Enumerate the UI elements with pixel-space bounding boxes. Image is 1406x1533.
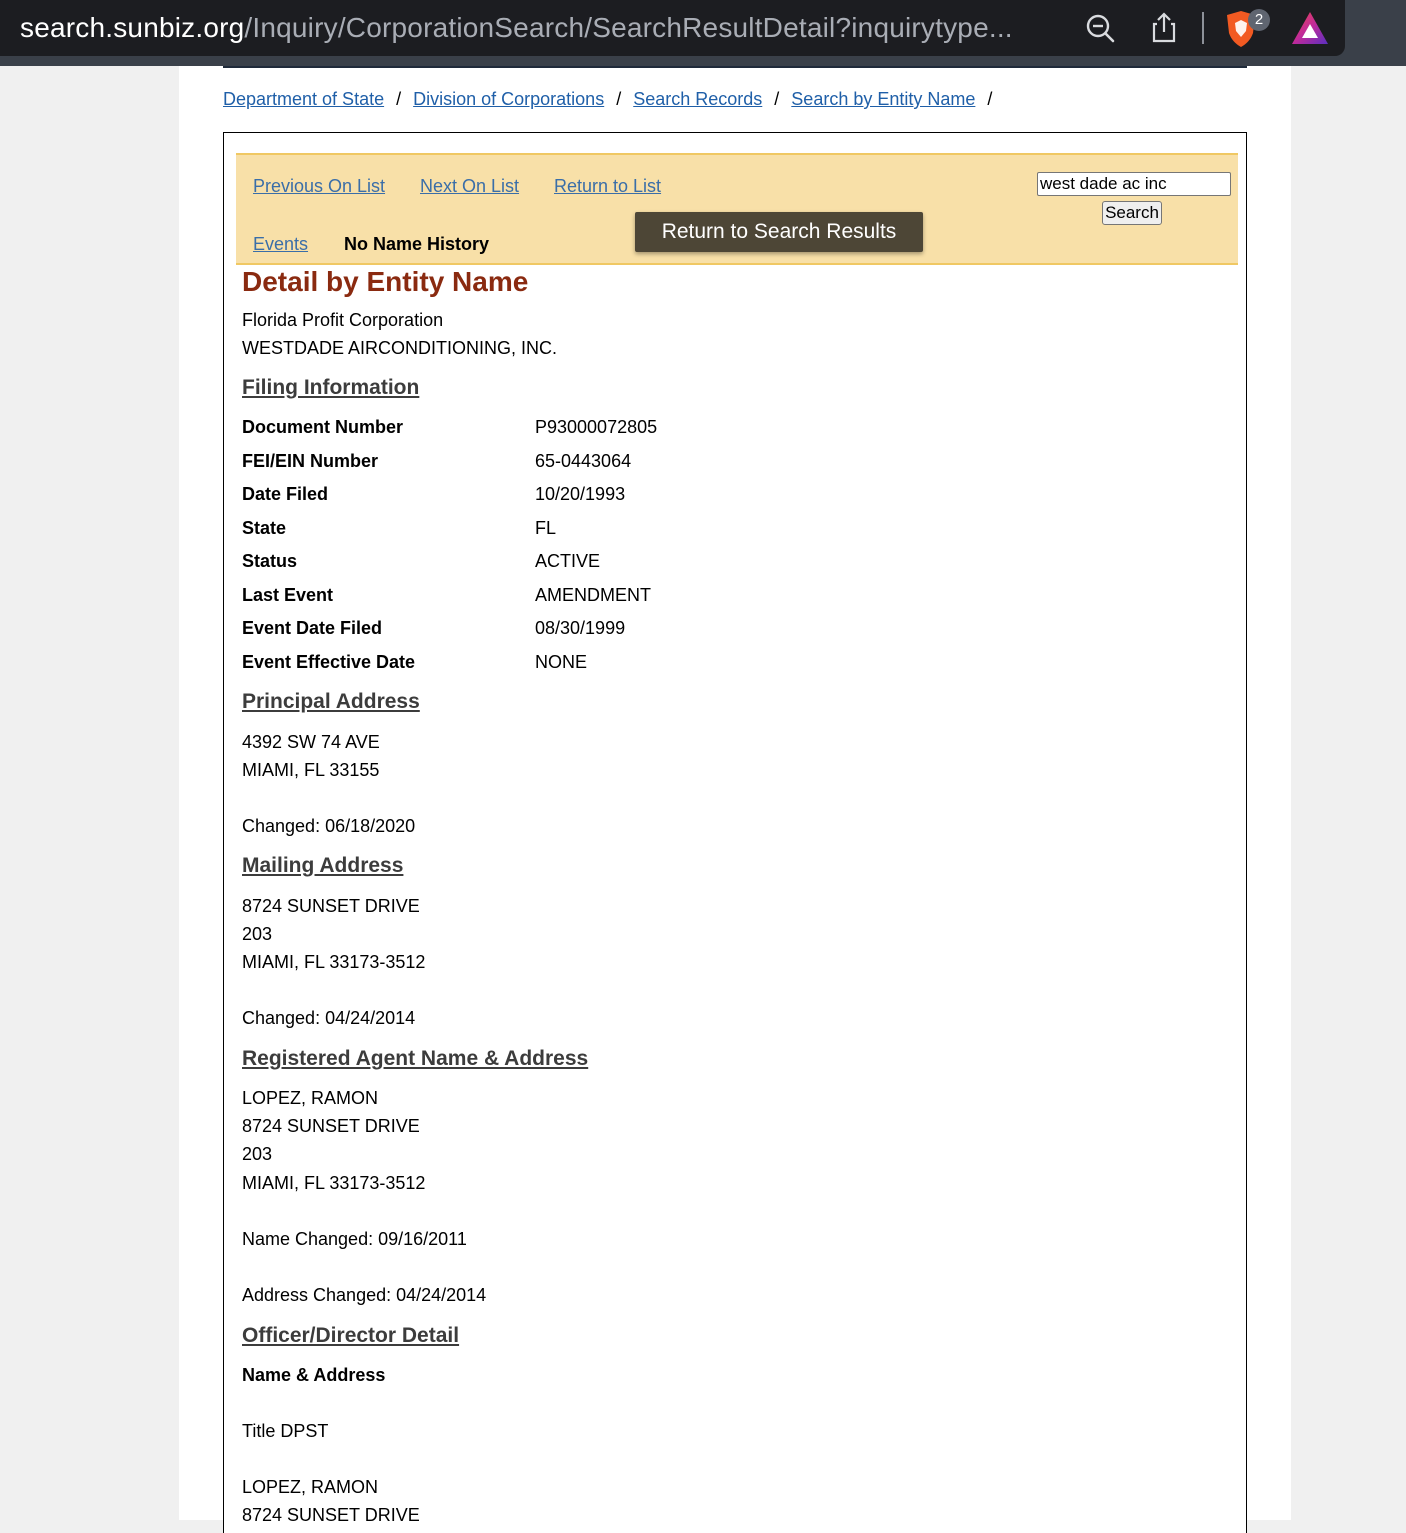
principal-address-line: 4392 SW 74 AVE	[242, 732, 380, 752]
mailing-address-line: 8724 SUNSET DRIVE	[242, 896, 420, 916]
detail-panel	[223, 132, 1247, 1533]
officer-address-line: 8724 SUNSET DRIVE	[242, 1505, 420, 1525]
breadcrumb-separator: /	[616, 89, 622, 109]
event-date-filed-label: Event Date Filed	[242, 618, 383, 638]
page-title: Detail by Entity Name	[242, 266, 529, 297]
page-container	[179, 66, 1291, 1525]
principal-address-line: MIAMI, FL 33155	[242, 760, 380, 780]
search-input[interactable]	[1037, 172, 1231, 196]
principal-address-changed: Changed: 06/18/2020	[242, 816, 416, 836]
events-link[interactable]: Events	[253, 234, 309, 254]
breadcrumb-search-by-entity-name[interactable]: Search by Entity Name	[791, 89, 976, 109]
zoom-out-icon[interactable]	[1082, 10, 1118, 46]
registered-agent-line: 8724 SUNSET DRIVE	[242, 1116, 420, 1136]
registered-agent-line: 203	[242, 1144, 273, 1164]
breadcrumb-department-of-state[interactable]: Department of State	[223, 89, 385, 109]
shields-count-badge: 2	[1248, 9, 1270, 31]
registered-agent-address-changed: Address Changed: 04/24/2014	[242, 1285, 487, 1305]
event-effective-date-value: NONE	[535, 652, 588, 672]
date-filed-label: Date Filed	[242, 484, 329, 504]
officer-director-heading: Officer/Director Detail	[242, 1324, 460, 1347]
breadcrumb	[223, 88, 1004, 110]
return-to-search-results-tooltip: Return to Search Results	[635, 212, 923, 252]
registered-agent-name-changed: Name Changed: 09/16/2011	[242, 1229, 467, 1249]
entity-type: Florida Profit Corporation	[242, 310, 444, 330]
breadcrumb-separator: /	[987, 89, 993, 109]
header-divider	[223, 66, 1247, 68]
officer-title: Title DPST	[242, 1421, 329, 1441]
mailing-address-heading: Mailing Address	[242, 854, 404, 877]
last-event-label: Last Event	[242, 585, 334, 605]
brave-rewards-icon[interactable]	[1290, 10, 1330, 46]
event-effective-date-label: Event Effective Date	[242, 652, 416, 672]
breadcrumb-division-of-corporations[interactable]: Division of Corporations	[413, 89, 605, 109]
toolbar-divider	[1202, 12, 1204, 44]
document-number-label: Document Number	[242, 417, 404, 437]
event-date-filed-value: 08/30/1999	[535, 618, 626, 638]
no-name-history-label: No Name History	[344, 234, 490, 254]
share-icon[interactable]	[1146, 10, 1182, 46]
officer-address-line: LOPEZ, RAMON	[242, 1477, 379, 1497]
state-value: FL	[535, 518, 557, 538]
registered-agent-line: LOPEZ, RAMON	[242, 1088, 379, 1108]
document-number-value: P93000072805	[535, 417, 658, 437]
mailing-address-line: MIAMI, FL 33173-3512	[242, 952, 426, 972]
breadcrumb-separator: /	[774, 89, 780, 109]
mailing-address-changed: Changed: 04/24/2014	[242, 1008, 416, 1028]
return-to-list-link[interactable]: Return to List	[554, 176, 662, 196]
search-button[interactable]: Search	[1102, 201, 1162, 225]
url-path: /Inquiry/CorporationSearch/SearchResultDetail?inquirytype...	[244, 12, 1013, 43]
entity-name: WESTDADE AIRCONDITIONING, INC.	[242, 338, 558, 358]
state-label: State	[242, 518, 287, 538]
url-text[interactable]	[20, 10, 1013, 46]
fei-ein-number-label: FEI/EIN Number	[242, 451, 379, 471]
url-host: search.sunbiz.org	[20, 12, 245, 43]
filing-information-heading: Filing Information	[242, 376, 420, 399]
address-bar[interactable]	[0, 0, 1345, 56]
status-value: ACTIVE	[535, 551, 601, 571]
navigation-bar	[236, 153, 1238, 265]
principal-address-heading: Principal Address	[242, 690, 420, 713]
mailing-address-line: 203	[242, 924, 273, 944]
date-filed-value: 10/20/1993	[535, 484, 626, 504]
browser-toolbar	[0, 0, 1406, 66]
next-on-list-link[interactable]: Next On List	[420, 176, 520, 196]
registered-agent-heading: Registered Agent Name & Address	[242, 1047, 589, 1070]
breadcrumb-search-records[interactable]: Search Records	[633, 89, 763, 109]
fei-ein-number-value: 65-0443064	[535, 451, 632, 471]
last-event-value: AMENDMENT	[535, 585, 651, 605]
breadcrumb-separator: /	[396, 89, 402, 109]
registered-agent-line: MIAMI, FL 33173-3512	[242, 1173, 426, 1193]
status-label: Status	[242, 551, 298, 571]
officer-name-address-label: Name & Address	[242, 1365, 386, 1385]
previous-on-list-link[interactable]: Previous On List	[253, 176, 386, 196]
